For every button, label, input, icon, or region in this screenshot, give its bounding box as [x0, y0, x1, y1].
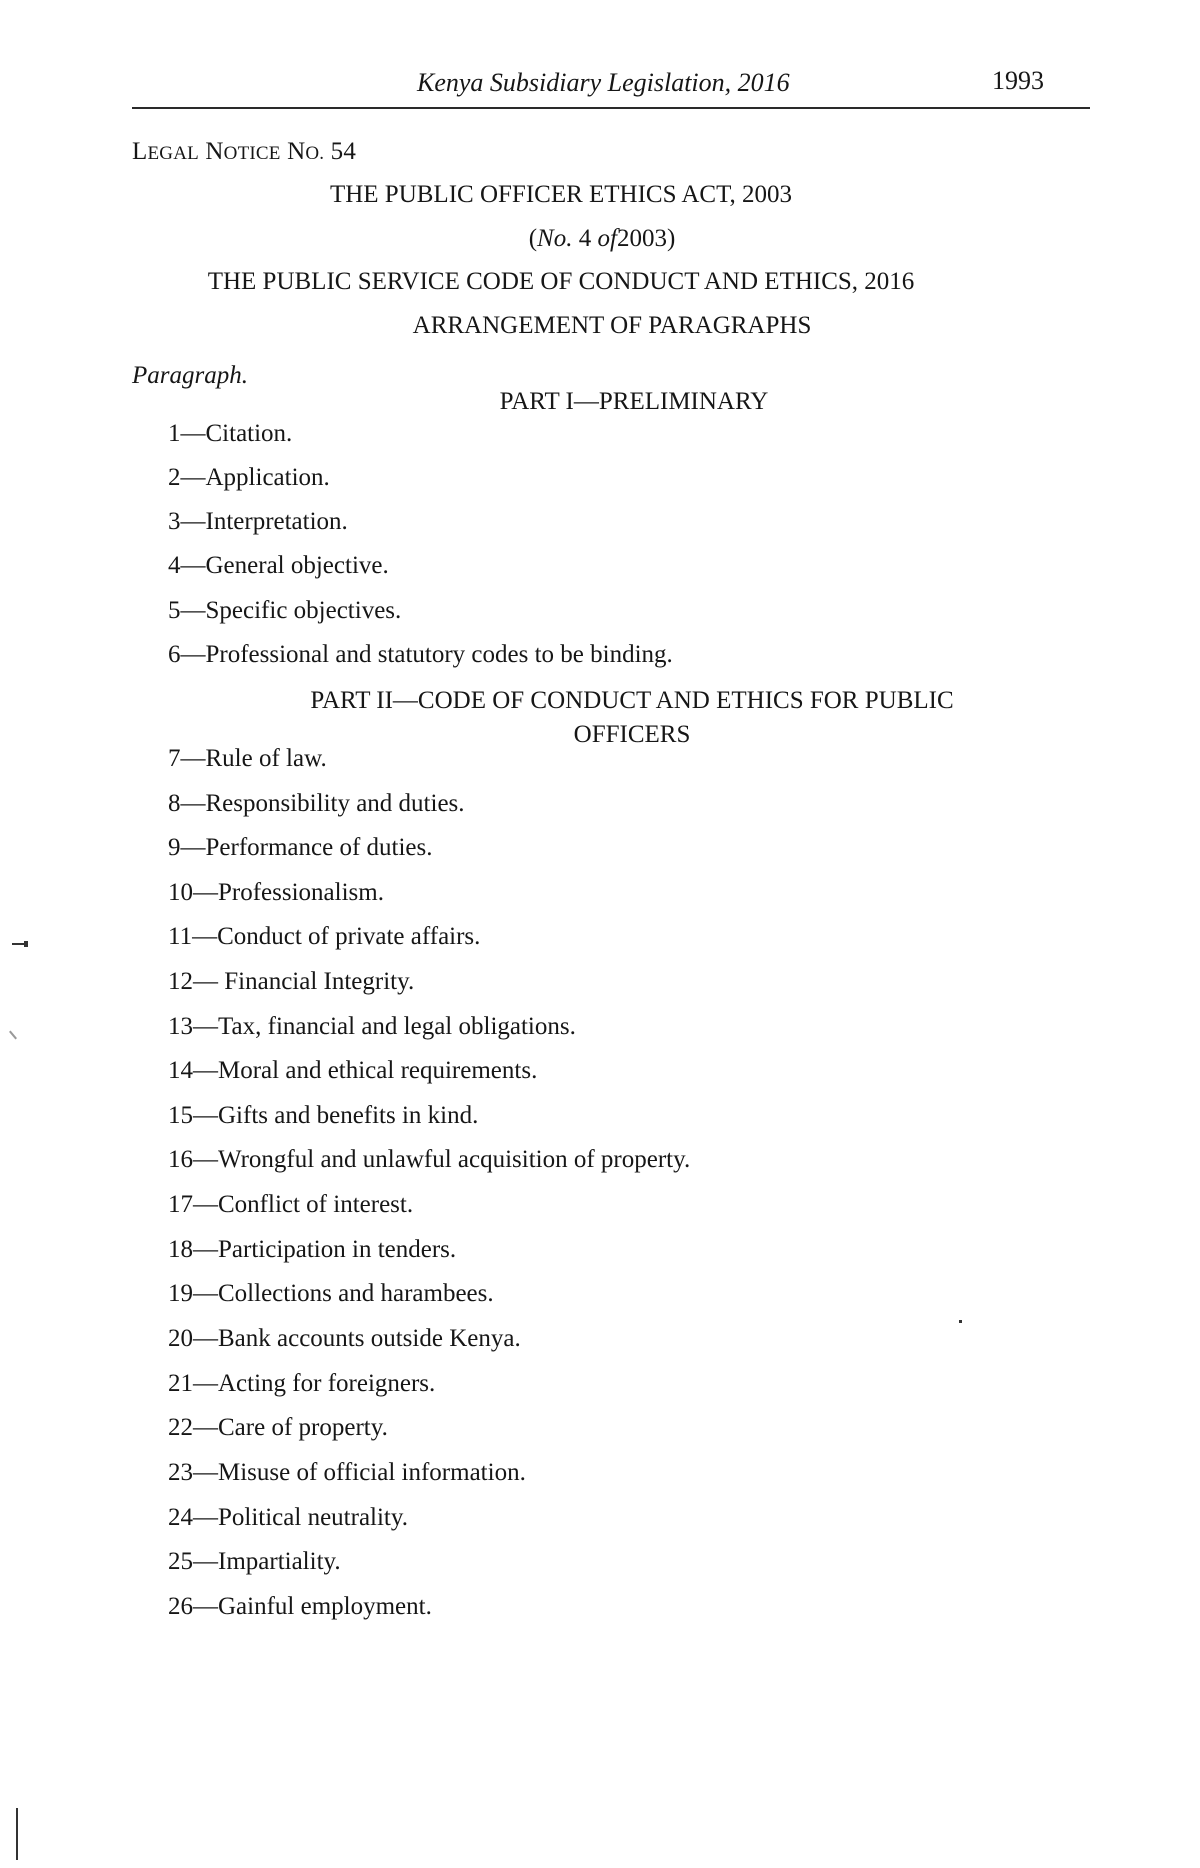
list-item: 24—Political neutrality.: [168, 1504, 409, 1531]
list-item: 1—Citation.: [168, 420, 293, 447]
header-rule: [132, 107, 1090, 109]
list-item: 18—Participation in tenders.: [168, 1236, 457, 1263]
legal-notice-label: [132, 138, 356, 166]
notice-label-rest-3: O.: [305, 143, 325, 164]
list-item: 25—Impartiality.: [168, 1548, 341, 1575]
list-item: 20—Bank accounts outside Kenya.: [168, 1325, 521, 1352]
scan-mark: [959, 1320, 962, 1323]
list-item: 19—Collections and harambees.: [168, 1280, 494, 1307]
act-number-open: (: [528, 225, 538, 252]
list-item: 17—Conflict of interest.: [168, 1191, 414, 1218]
list-item: 6—Professional and statutory codes to be binding.: [168, 641, 673, 668]
notice-label-initial-3: N: [287, 138, 306, 165]
act-number-no: No.: [537, 225, 573, 252]
list-item: 11—Conduct of private affairs.: [168, 923, 481, 950]
part-2-heading-line-1: PART II—CODE OF CONDUCT AND ETHICS FOR PUBLIC: [310, 687, 954, 714]
list-item: 5—Specific objectives.: [168, 597, 402, 624]
notice-label-initial-2: N: [205, 138, 224, 165]
legal-notice-number: 54: [330, 138, 357, 165]
list-item: 4—General objective.: [168, 552, 389, 579]
list-item: 12— Financial Integrity.: [168, 968, 415, 995]
list-item: 22—Care of property.: [168, 1414, 388, 1441]
list-item: 21—Acting for foreigners.: [168, 1370, 436, 1397]
list-item: 26—Gainful employment.: [168, 1593, 432, 1620]
act-number: [132, 225, 1072, 253]
running-header-title: Kenya Subsidiary Legislation, 2016: [417, 68, 790, 97]
list-item: 9—Performance of duties.: [168, 834, 433, 861]
list-item: 2—Application.: [168, 464, 330, 491]
part-2-heading: [132, 684, 1132, 752]
list-item: 16—Wrongful and unlawful acquisition of property.: [168, 1146, 691, 1173]
list-item: 8—Responsibility and duties.: [168, 790, 465, 817]
arrangement-title: ARRANGEMENT OF PARAGRAPHS: [412, 312, 812, 339]
list-item: 10—Professionalism.: [168, 879, 384, 906]
list-item: 15—Gifts and benefits in kind.: [168, 1102, 479, 1129]
list-item: 23—Misuse of official information.: [168, 1459, 526, 1486]
part-1-heading: PART I—PRELIMINARY: [499, 388, 769, 415]
act-number-close: 2003): [616, 225, 676, 252]
notice-label-rest: EGAL: [147, 143, 199, 164]
scan-mark: [9, 1031, 17, 1040]
act-number-mid: 4: [572, 225, 598, 252]
part-2-heading-line-2: OFFICERS: [573, 721, 691, 748]
list-item: 7—Rule of law.: [168, 745, 327, 772]
notice-label-initial: L: [132, 138, 148, 165]
list-item: 3—Interpretation.: [168, 508, 348, 535]
list-item: 13—Tax, financial and legal obligations.: [168, 1013, 576, 1040]
scan-mark: [16, 1808, 18, 1860]
list-item: 14—Moral and ethical requirements.: [168, 1057, 538, 1084]
paragraph-column-label: Paragraph.: [132, 362, 248, 389]
code-title: THE PUBLIC SERVICE CODE OF CONDUCT AND ETHICS, 2016: [207, 268, 915, 295]
act-number-of: of: [597, 225, 617, 252]
act-title: THE PUBLIC OFFICER ETHICS ACT, 2003: [329, 181, 793, 208]
page-number: 1993: [992, 66, 1044, 95]
scan-mark: [24, 941, 28, 947]
notice-label-rest-2: OTICE: [223, 143, 281, 164]
